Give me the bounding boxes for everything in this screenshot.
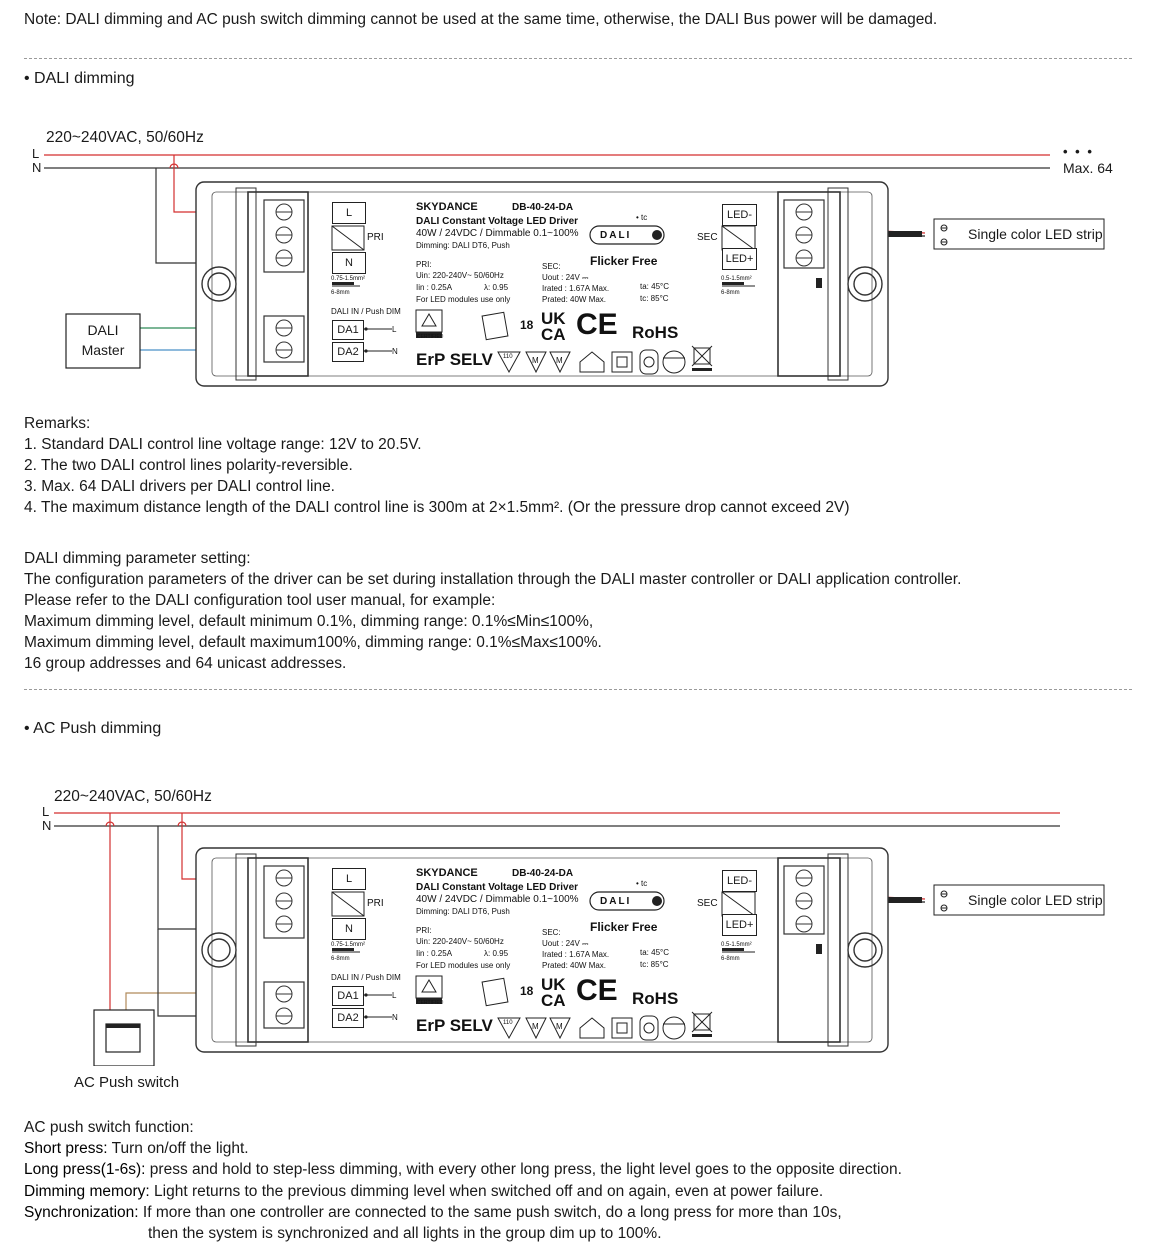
max-drivers-label: Max. 64 xyxy=(1063,160,1113,176)
ac-da2-label: DA2 xyxy=(337,1012,359,1024)
driver-type: DALI Constant Voltage LED Driver xyxy=(416,216,579,227)
remark-1: 1. Standard DALI control line voltage range: 12V to 20.5V. xyxy=(24,436,422,453)
ac-da2-target: N xyxy=(392,1013,398,1022)
driver-prated: Prated: 40W Max. xyxy=(542,295,607,304)
ac-led-strip-label: Single color LED strip xyxy=(968,892,1103,908)
ac-driver-uin: Uin: 220-240V~ 50/60Hz xyxy=(416,937,504,946)
ac-driver-ta: ta: 45°C xyxy=(640,948,669,957)
ac-wire-range-in: 0.75-1.5mm² xyxy=(331,942,366,948)
dali-wiring-diagram xyxy=(0,120,1162,420)
driver-modules: For LED modules use only xyxy=(416,295,511,304)
tuv-mark: CERTIFIED xyxy=(417,334,444,340)
driver-tc-mark: • tc xyxy=(636,213,648,222)
sync-line xyxy=(24,1202,842,1223)
ac-driver-prated: Prated: 40W Max. xyxy=(542,961,607,970)
param-4: Maximum dimming level, default maximum100%, dimming range: 0.1%≤Max≤100%. xyxy=(24,634,602,651)
da1-label: DA1 xyxy=(337,324,359,336)
ac-driver-tc-temp: tc: 85°C xyxy=(640,960,669,969)
ac-mark-m-2: M xyxy=(556,1022,563,1031)
sync-desc: If more than one controller are connected to the same push switch, do a long press for more than 10s, xyxy=(138,1204,842,1221)
param-2: Please refer to the DALI configuration tool user manual, for example: xyxy=(24,592,496,609)
flicker-free: Flicker Free xyxy=(590,254,658,268)
memory-line xyxy=(24,1181,823,1202)
memory-term: Dimming memory: xyxy=(24,1183,150,1200)
dali-master-label-2: Master xyxy=(81,342,125,358)
da2-box xyxy=(332,342,364,362)
driver-ta: ta: 45°C xyxy=(640,282,669,291)
remark-3: 3. Max. 64 DALI drivers per DALI control line. xyxy=(24,478,335,495)
erp-selv-mark: ErP SELV xyxy=(416,350,493,369)
terminal-l-box xyxy=(332,202,366,224)
dali-wiring-svg xyxy=(0,120,1162,400)
power-label: 220~240VAC, 50/60Hz xyxy=(46,129,204,146)
strip-length-in: 6-8mm xyxy=(331,290,350,296)
driver-uin: Uin: 220-240V~ 50/60Hz xyxy=(416,271,504,280)
dali-master-label-1: DALI xyxy=(87,322,119,338)
ac-strip-length-in: 6-8mm xyxy=(331,956,350,962)
ac-switch-label: AC Push switch xyxy=(74,1074,180,1091)
params-title: DALI dimming parameter setting: xyxy=(24,550,251,567)
da1-target: L xyxy=(392,325,397,334)
wire-range-in: 0.75-1.5mm² xyxy=(331,276,366,282)
mark-m-1: M xyxy=(532,356,539,365)
ac-terminal-n-box xyxy=(332,918,366,940)
num-110: 110 xyxy=(503,354,513,360)
ac-sec-label: SEC xyxy=(697,898,718,909)
dali-section-title: • DALI dimming xyxy=(24,70,135,87)
ac-push-wiring-svg xyxy=(0,786,1162,1066)
ac-terminal-l-label: L xyxy=(345,873,353,885)
ac-da1-target: L xyxy=(392,991,397,1000)
ac-da2-box xyxy=(332,1008,364,1028)
driver-brand: SKYDANCE xyxy=(416,201,478,213)
driver-dimming: Dimming: DALI DT6, Push xyxy=(416,241,510,250)
dali-logo: DALI xyxy=(600,230,632,241)
ac-num-110: 110 xyxy=(503,1020,513,1026)
da1-box xyxy=(332,320,364,340)
long-press-line xyxy=(24,1159,902,1180)
driver-iout: Irated : 1.67A Max. xyxy=(542,284,610,293)
memory-desc: Light returns to the previous dimming level when switched off and on again, even at power failure. xyxy=(149,1183,824,1200)
ac-flicker-free: Flicker Free xyxy=(590,920,658,934)
num-18: 18 xyxy=(520,318,534,332)
ac-led-plus-label: LED+ xyxy=(725,919,754,931)
driver-pri: PRI: xyxy=(416,260,432,269)
led-strip-label: Single color LED strip xyxy=(968,226,1103,242)
sync-term: Synchronization: xyxy=(24,1204,139,1221)
ac-num-18: 18 xyxy=(520,984,534,998)
ac-tuv-mark: CERTIFIED xyxy=(417,1000,444,1006)
ac-power-label: 220~240VAC, 50/60Hz xyxy=(54,788,212,805)
mark-m-2: M xyxy=(556,356,563,365)
driver-model: DB-40-24-DA xyxy=(512,202,574,213)
led-minus-label: LED- xyxy=(726,209,753,221)
long-press-desc: press and hold to step-less dimming, with every other long press, the light level goes to the opposite direction. xyxy=(145,1161,902,1178)
ac-line-n-label: N xyxy=(42,818,52,833)
ac-wire-range-out: 0.5-1.5mm² xyxy=(721,942,752,948)
ukca-mark-1: UK xyxy=(541,309,566,328)
remark-2: 2. The two DALI control lines polarity-reversible. xyxy=(24,457,353,474)
da2-target: N xyxy=(392,347,398,356)
driver-tc-temp: tc: 85°C xyxy=(640,294,669,303)
ac-driver-dimming: Dimming: DALI DT6, Push xyxy=(416,907,510,916)
param-3: Maximum dimming level, default minimum 0.1%, dimming range: 0.1%≤Min≤100%, xyxy=(24,613,594,630)
ac-terminal-n-label: N xyxy=(345,923,353,935)
ac-mark-m-1: M xyxy=(532,1022,539,1031)
ac-driver-model: DB-40-24-DA xyxy=(512,868,574,879)
ac-dali-in-label: DALI IN / Push DIM xyxy=(331,973,401,982)
ac-pri-label: PRI xyxy=(367,898,384,909)
ac-terminal-l-box xyxy=(332,868,366,890)
ac-driver-rating: 40W / 24VDC / Dimmable 0.1~100% xyxy=(416,894,579,905)
terminal-n-box xyxy=(332,252,366,274)
ac-push-wiring-diagram xyxy=(0,786,1162,1086)
ac-section-title: • AC Push dimming xyxy=(24,720,162,737)
terminal-l-label: L xyxy=(345,207,353,219)
ac-led-minus-box xyxy=(722,870,757,892)
sec-label: SEC xyxy=(697,232,718,243)
ac-da1-box xyxy=(332,986,364,1006)
ac-led-plus-box xyxy=(722,914,757,936)
terminal-n-label: N xyxy=(345,257,353,269)
ac-driver-pri: PRI: xyxy=(416,926,432,935)
rohs-mark: RoHS xyxy=(632,323,679,342)
ac-strip-length-out: 6-8mm xyxy=(721,956,740,962)
ac-driver-uout: Uout : 24V ⎓ xyxy=(542,939,589,948)
long-press-term: Long press(1-6s): xyxy=(24,1161,146,1178)
short-press-line xyxy=(24,1138,249,1159)
param-1: The configuration parameters of the driver can be set during installation through the DALI master controller or DALI application controller. xyxy=(24,571,962,588)
led-plus-box xyxy=(722,248,757,270)
led-minus-box xyxy=(722,204,757,226)
ac-dali-logo: DALI xyxy=(600,896,632,907)
da2-label: DA2 xyxy=(337,346,359,358)
driver-iin: Iin : 0.25A xyxy=(416,283,453,292)
ac-line-l-label: L xyxy=(42,804,50,819)
ukca-mark-2: CA xyxy=(541,325,566,344)
param-5: 16 group addresses and 64 unicast addresses. xyxy=(24,655,347,672)
ac-ce-mark: CE xyxy=(576,974,618,1007)
ac-driver-type: DALI Constant Voltage LED Driver xyxy=(416,882,579,893)
strip-length-out: 6-8mm xyxy=(721,290,740,296)
ac-da1-label: DA1 xyxy=(337,990,359,1002)
dali-in-label: DALI IN / Push DIM xyxy=(331,307,401,316)
driver-sec: SEC: xyxy=(542,262,561,271)
divider-2 xyxy=(24,689,1132,690)
ac-erp-selv-mark: ErP SELV xyxy=(416,1016,493,1035)
short-press-desc: Turn on/off the light. xyxy=(107,1140,249,1157)
ac-driver-iout: Irated : 1.67A Max. xyxy=(542,950,610,959)
ac-led-minus-label: LED- xyxy=(726,875,753,887)
ac-driver-modules: For LED modules use only xyxy=(416,961,511,970)
ac-driver-lambda: λ: 0.95 xyxy=(484,949,509,958)
ac-ukca-mark-1: UK xyxy=(541,975,566,994)
ac-driver-tc-mark: • tc xyxy=(636,879,648,888)
led-plus-label: LED+ xyxy=(725,253,754,265)
ac-ukca-mark-2: CA xyxy=(541,991,566,1010)
ac-driver-sec: SEC: xyxy=(542,928,561,937)
note-text: Note: DALI dimming and AC push switch dimming cannot be used at the same time, otherwise, the DALI Bus power will be damaged. xyxy=(24,11,938,28)
ac-rohs-mark: RoHS xyxy=(632,989,679,1008)
more-drivers-dots: • • • xyxy=(1063,144,1094,159)
ac-driver-brand: SKYDANCE xyxy=(416,867,478,879)
short-press-term: Short press: xyxy=(24,1140,108,1157)
remark-4: 4. The maximum distance length of the DALI control line is 300m at 2×1.5mm². (Or the pressure drop cannot exceed 2V) xyxy=(24,499,850,516)
line-l-label: L xyxy=(32,146,40,161)
pri-label: PRI xyxy=(367,232,384,243)
ac-function-title: AC push switch function: xyxy=(24,1119,194,1136)
driver-uout: Uout : 24V ⎓ xyxy=(542,273,589,282)
ac-driver-iin: Iin : 0.25A xyxy=(416,949,453,958)
driver-lambda: λ: 0.95 xyxy=(484,283,509,292)
driver-rating: 40W / 24VDC / Dimmable 0.1~100% xyxy=(416,228,579,239)
sync-line-2: then the system is synchronized and all lights in the group dim up to 100%. xyxy=(148,1225,662,1242)
remarks-title: Remarks: xyxy=(24,415,91,432)
ce-mark: CE xyxy=(576,308,618,341)
wire-range-out: 0.5-1.5mm² xyxy=(721,276,752,282)
line-n-label: N xyxy=(32,160,42,175)
divider xyxy=(24,58,1132,59)
